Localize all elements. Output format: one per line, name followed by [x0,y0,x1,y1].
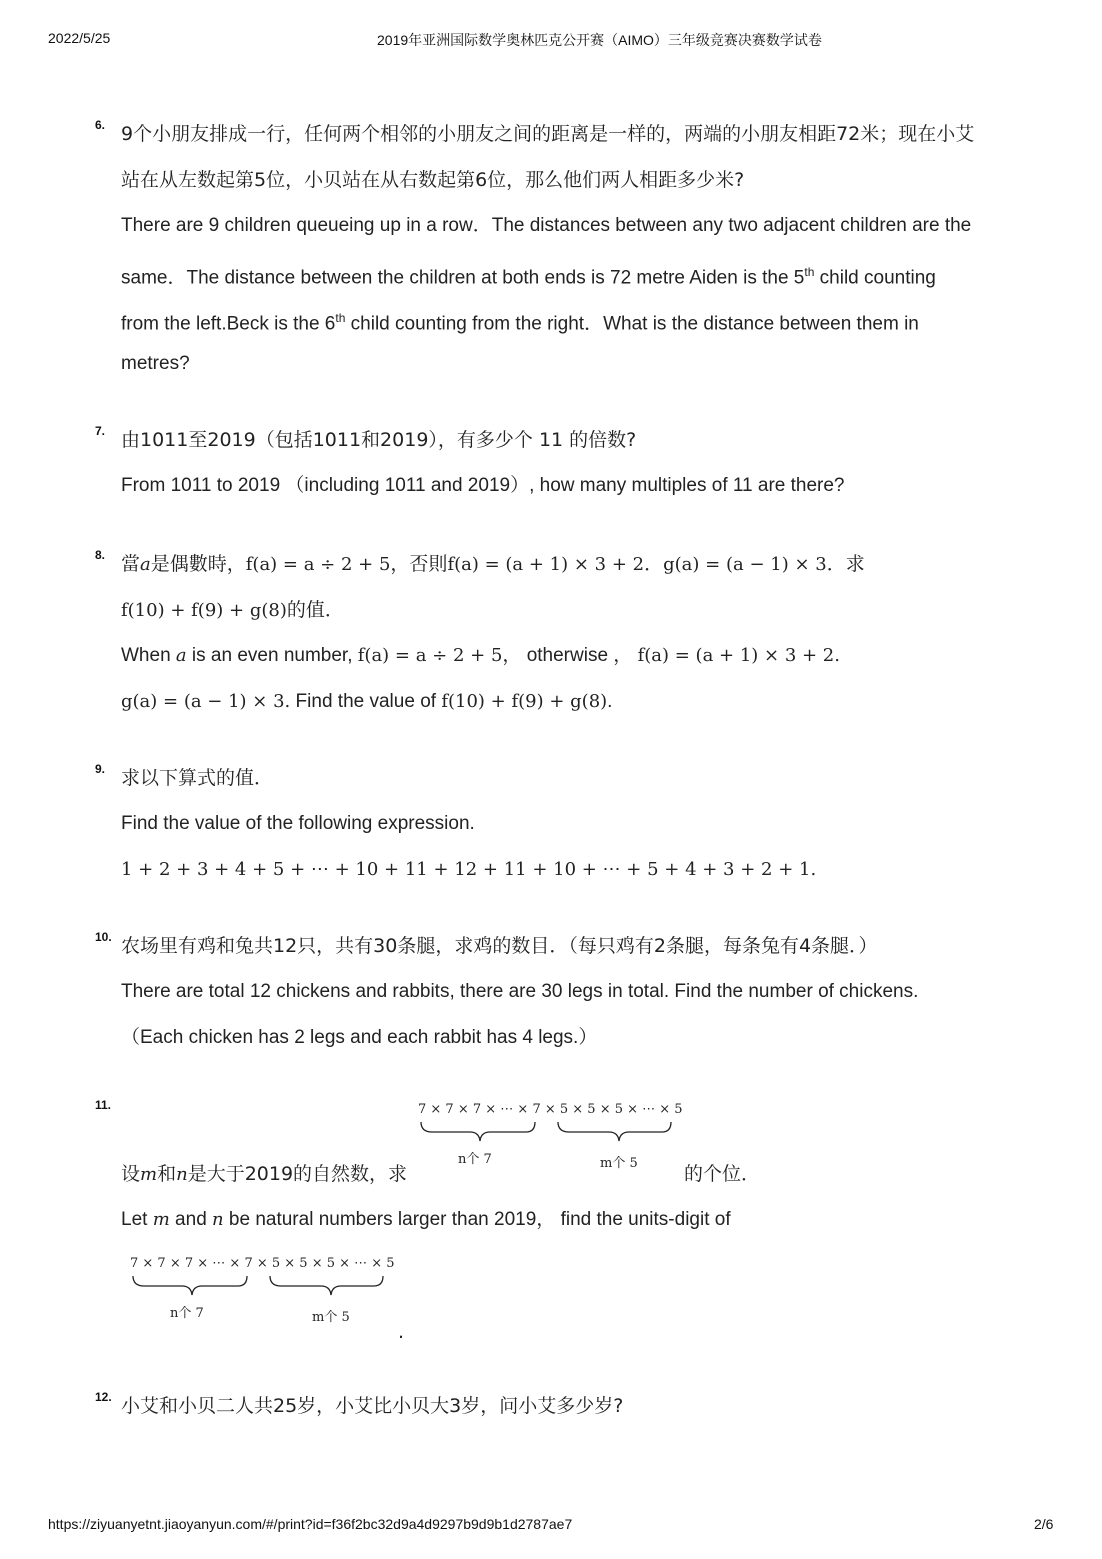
question-text-en: There are 9 children queueing up in a row．The distances between any two adjacent children are the [121,215,972,236]
question-text-zh [121,552,865,577]
text-span: same．The distance between the children at both ends is 72 metre Aiden is the 5 [121,267,805,289]
brace-label-n: n个 7 [170,1306,204,1321]
superscript: th [804,265,815,279]
superscript: th [335,311,346,325]
text-span: Let [121,1209,153,1230]
math-formula: g(a) = (a − 1) × 3 [663,554,827,575]
text-span: 设 [121,1163,141,1185]
text-span: ．求 [826,553,865,575]
question-text-zh [121,1162,407,1187]
text-span: ， otherwise ， [502,645,638,666]
text-span: When [121,645,176,666]
underbrace-graphic [418,1120,678,1144]
question-text-zh: 9个小朋友排成一行，任何两个相邻的小朋友之间的距离是一样的，两端的小朋友相距72米；现在小艾 [121,123,975,145]
question-number: 10. [95,930,112,944]
underbrace-graphic [130,1274,390,1298]
question-text-en [121,306,919,336]
text-span: 當 [121,553,141,575]
product-expression: 7 × 7 × 7 × ⋯ × 7 × 5 × 5 × 5 × ⋯ × 5 [418,1102,683,1117]
text-span: be natural numbers larger than 2019， find the units-digit of [223,1209,731,1230]
brace-label-m: m个 5 [600,1156,638,1171]
math-formula: f(a) = (a + 1) × 3 + 2. [637,645,840,666]
math-variable: m [152,1209,170,1230]
text-span: Find the value of [290,691,442,712]
source-url: https://ziyuanyetnt.jiaoyanyun.com/#/print?id=f36f2bc32d9a4d9297b9d9b1d2787ae7 [48,1516,573,1532]
print-date: 2022/5/25 [48,30,111,46]
math-formula: f(a) = a ÷ 2 + 5 [245,554,391,575]
question-text-en [121,690,612,714]
text-span: ． [644,553,664,575]
page-number: 2/6 [1034,1516,1054,1532]
brace-expression [418,1102,683,1171]
brace-expression [130,1256,395,1325]
text-span: 是大于2019的自然数，求 [187,1163,408,1185]
question-text-zh: 由1011至2019（包括1011和2019），有多少个 11 的倍数? [121,429,637,451]
question-text-en [121,260,936,290]
document-title: 2019年亚洲国际数学奥林匹克公开赛（AIMO）三年级竞赛决赛数学试卷 [377,32,822,48]
text-span: is an even number, [186,645,358,666]
question-number: 6. [95,118,106,132]
question-text-zh: 求以下算式的值． [121,767,274,789]
math-formula: f(10) + f(9) + g(8) [441,691,608,712]
math-formula: f(a) = (a + 1) × 3 + 2 [447,554,645,575]
math-variable: a [140,554,151,575]
question-text-en: Find the value of the following expression. [121,813,475,834]
question-number: 8. [95,548,106,562]
text-span: 是偶數時， [150,553,246,575]
math-formula: f(a) = a ÷ 2 + 5 [357,645,503,666]
brace-label-n: n个 7 [458,1152,492,1167]
text-span: . [607,691,613,712]
math-variable: a [175,645,187,666]
question-text-zh: 小艾和小贝二人共25岁，小艾比小贝大3岁，问小艾多少岁? [121,1395,624,1417]
math-variable: m [140,1164,158,1185]
question-text-zh: 站在从左数起第5位，小贝站在从右数起第6位，那么他们两人相距多少米? [121,169,745,191]
brace-label-m: m个 5 [312,1310,350,1325]
text-span: and [169,1209,213,1230]
text-span: child counting from the right．What is the distance between them in [345,313,919,335]
text-span: 和 [157,1163,177,1185]
question-text-zh: 的个位． [684,1163,761,1185]
text-span: child counting [814,267,936,289]
question-text-zh: 农场里有鸡和兔共12只，共有30条腿，求鸡的数目．（每只鸡有2条腿，每条兔有4条腿．） [121,935,878,957]
text-span: 的值． [286,599,344,621]
question-text-en [121,644,840,668]
question-number: 12. [95,1390,112,1404]
period-mark: . [398,1321,405,1343]
question-number: 9. [95,762,106,776]
question-number: 7. [95,424,106,438]
math-expression: 1 + 2 + 3 + 4 + 5 + ⋯ + 10 + 11 + 12 + 11 + 10 + ⋯ + 5 + 4 + 3 + 2 + 1. [121,859,817,880]
question-11 [95,1098,1055,1348]
question-text-en [121,1208,731,1232]
text-span: ，否則 [390,553,448,575]
question-text-en: There are total 12 chickens and rabbits, there are 30 legs in total. Find the number of chickens. [121,981,919,1002]
question-text-en: From 1011 to 2019 （including 1011 and 2019）, how many multiples of 11 are there? [121,475,845,496]
math-formula: g(a) = (a − 1) × 3. [121,691,291,712]
product-expression: 7 × 7 × 7 × ⋯ × 7 × 5 × 5 × 5 × ⋯ × 5 [130,1256,395,1271]
math-variable: n [176,1164,188,1185]
math-variable: n [212,1209,224,1230]
math-formula: f(10) + f(9) + g(8) [121,600,287,621]
question-text-en: （Each chicken has 2 legs and each rabbit has 4 legs.） [121,1027,598,1048]
text-span: from the left.Beck is the 6 [121,313,336,335]
question-text-en: metres? [121,353,190,374]
question-number: 11. [95,1098,112,1112]
question-text-zh [121,598,344,623]
